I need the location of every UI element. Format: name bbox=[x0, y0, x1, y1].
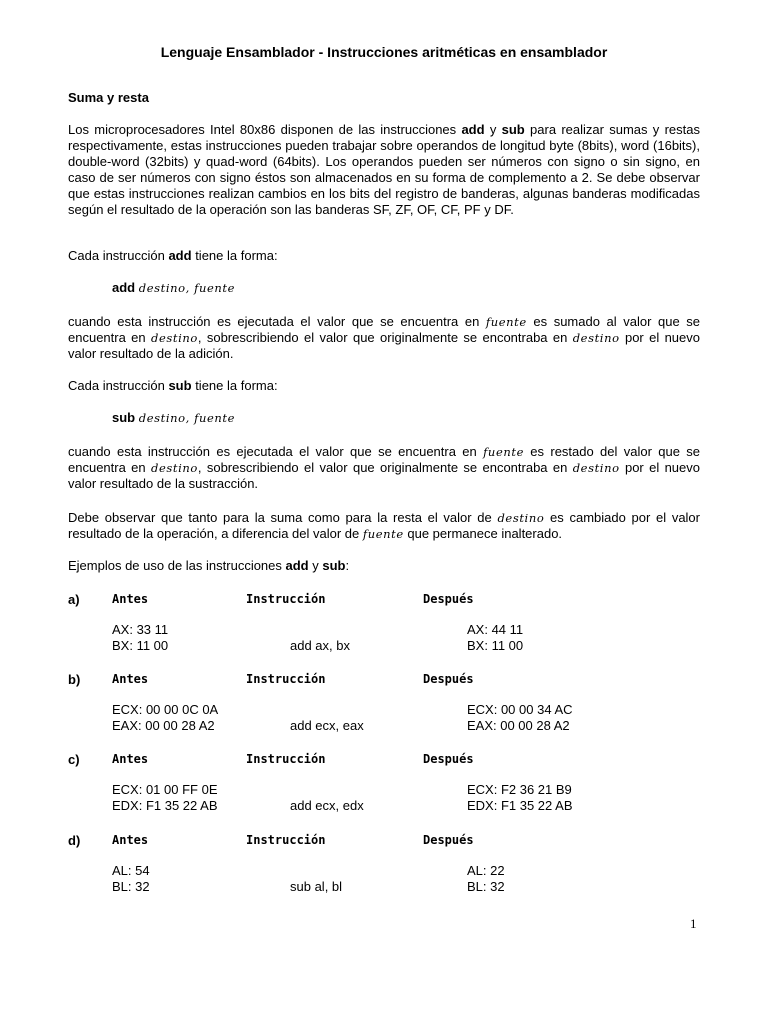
formula-args: destino, fuente bbox=[138, 281, 236, 295]
header-despues: Después bbox=[423, 752, 474, 766]
text: es cambiado por el valor resultado de la operación, a diferencia del valor de bbox=[68, 510, 700, 541]
text: es restado del valor que se encuentra en bbox=[68, 444, 700, 475]
text: , sobrescribiendo el valor que originalmente se encontraba en bbox=[197, 330, 573, 345]
example-letter: d) bbox=[68, 833, 81, 848]
after-register: AX: 44 11 bbox=[467, 622, 524, 637]
instruction: add ecx, edx bbox=[290, 798, 364, 813]
formula-op: add bbox=[112, 280, 136, 295]
paragraph-sub-description bbox=[68, 444, 700, 492]
text: y bbox=[484, 122, 502, 137]
after-register: EDX: F1 35 22 AB bbox=[467, 798, 573, 813]
header-despues: Después bbox=[423, 672, 474, 686]
keyword-add: add bbox=[168, 248, 192, 263]
example-a bbox=[68, 592, 700, 652]
text: Debe observar que tanto para la suma como para la resta el valor de bbox=[68, 510, 498, 525]
header-instruccion: Instrucción bbox=[246, 752, 326, 766]
text: , sobrescribiendo el valor que originalmente se encontraba en bbox=[197, 460, 573, 475]
after-register: ECX: F2 36 21 B9 bbox=[467, 782, 572, 797]
var-destino: destino bbox=[150, 461, 198, 475]
after-register: BX: 11 00 bbox=[467, 638, 524, 653]
formula-sub bbox=[112, 410, 235, 426]
text: por el nuevo valor resultado de la sustracción. bbox=[68, 460, 700, 491]
formula-args: destino, fuente bbox=[138, 411, 236, 425]
before-register: BX: 11 00 bbox=[112, 638, 169, 653]
header-antes: Antes bbox=[112, 752, 149, 766]
section-heading: Suma y resta bbox=[68, 90, 149, 105]
instruction: sub al, bl bbox=[290, 879, 343, 894]
after-register: ECX: 00 00 34 AC bbox=[467, 702, 573, 717]
formula-add bbox=[112, 280, 235, 296]
paragraph-sub-form bbox=[68, 378, 700, 394]
keyword-add: add bbox=[461, 122, 485, 137]
example-d bbox=[68, 833, 700, 893]
text: cuando esta instrucción es ejecutada el valor que se encuentra en bbox=[68, 314, 486, 329]
example-letter: a) bbox=[68, 592, 80, 607]
document-title: Lenguaje Ensamblador - Instrucciones aritméticas en ensamblador bbox=[160, 44, 608, 60]
keyword-sub: sub bbox=[168, 378, 192, 393]
text: es sumado al valor que se encuentra en bbox=[68, 314, 700, 345]
var-destino: destino bbox=[497, 511, 545, 525]
header-antes: Antes bbox=[112, 592, 149, 606]
text: tiene la forma: bbox=[191, 248, 278, 263]
example-c bbox=[68, 752, 700, 812]
after-register: AL: 22 bbox=[467, 863, 505, 878]
example-letter: c) bbox=[68, 752, 80, 767]
before-register: EDX: F1 35 22 AB bbox=[112, 798, 218, 813]
before-register: AX: 33 11 bbox=[112, 622, 169, 637]
keyword-add: add bbox=[285, 558, 309, 573]
before-register: BL: 32 bbox=[112, 879, 150, 894]
instruction: add ax, bx bbox=[290, 638, 350, 653]
instruction: add ecx, eax bbox=[290, 718, 364, 733]
before-register: ECX: 00 00 0C 0A bbox=[112, 702, 219, 717]
after-register: EAX: 00 00 28 A2 bbox=[467, 718, 570, 733]
header-instruccion: Instrucción bbox=[246, 672, 326, 686]
text: por el nuevo valor resultado de la adición. bbox=[68, 330, 700, 361]
paragraph-examples-intro bbox=[68, 558, 700, 574]
example-b bbox=[68, 672, 700, 732]
example-letter: b) bbox=[68, 672, 81, 687]
before-register: AL: 54 bbox=[112, 863, 150, 878]
var-destino: destino bbox=[150, 331, 198, 345]
after-register: BL: 32 bbox=[467, 879, 505, 894]
text: tiene la forma: bbox=[191, 378, 278, 393]
var-fuente: fuente bbox=[362, 527, 404, 541]
formula-op: sub bbox=[112, 410, 136, 425]
text: para realizar sumas y restas respectivamente, estas instrucciones pueden trabajar sobre operandos de longitud byte (8bits), word (16bits), double-word (32bits) y quad-word (64bits). Los operandos pueden ser números con signo o sin signo, en caso de ser números con signo éstos son almacenados en su forma de complemento a 2. Se debe observar que estas instrucciones realizan cambios en los bits del registro de banderas, algunas banderas modificadas según el resultado de la operación son las banderas SF, ZF, OF, CF, PF y DF. bbox=[68, 122, 700, 217]
text: y bbox=[308, 558, 323, 573]
header-despues: Después bbox=[423, 592, 474, 606]
paragraph-add-description bbox=[68, 314, 700, 362]
paragraph-add-form bbox=[68, 248, 700, 264]
keyword-sub: sub bbox=[322, 558, 346, 573]
paragraph-intro bbox=[68, 122, 700, 218]
paragraph-observation bbox=[68, 510, 700, 542]
text: Cada instrucción bbox=[68, 248, 169, 263]
text: cuando esta instrucción es ejecutada el valor que se encuentra en bbox=[68, 444, 484, 459]
text: que permanece inalterado. bbox=[403, 526, 563, 541]
var-destino: destino bbox=[572, 331, 620, 345]
header-antes: Antes bbox=[112, 672, 149, 686]
header-instruccion: Instrucción bbox=[246, 592, 326, 606]
before-register: ECX: 01 00 FF 0E bbox=[112, 782, 218, 797]
text: Cada instrucción bbox=[68, 378, 169, 393]
text: : bbox=[345, 558, 350, 573]
text: Los microprocesadores Intel 80x86 disponen de las instrucciones bbox=[68, 122, 462, 137]
var-fuente: fuente bbox=[485, 315, 527, 329]
var-destino: destino bbox=[572, 461, 620, 475]
header-instruccion: Instrucción bbox=[246, 833, 326, 847]
before-register: EAX: 00 00 28 A2 bbox=[112, 718, 215, 733]
header-despues: Después bbox=[423, 833, 474, 847]
header-antes: Antes bbox=[112, 833, 149, 847]
page-number: 1 bbox=[690, 916, 697, 931]
text: Ejemplos de uso de las instrucciones bbox=[68, 558, 286, 573]
keyword-sub: sub bbox=[501, 122, 525, 137]
var-fuente: fuente bbox=[483, 445, 524, 459]
